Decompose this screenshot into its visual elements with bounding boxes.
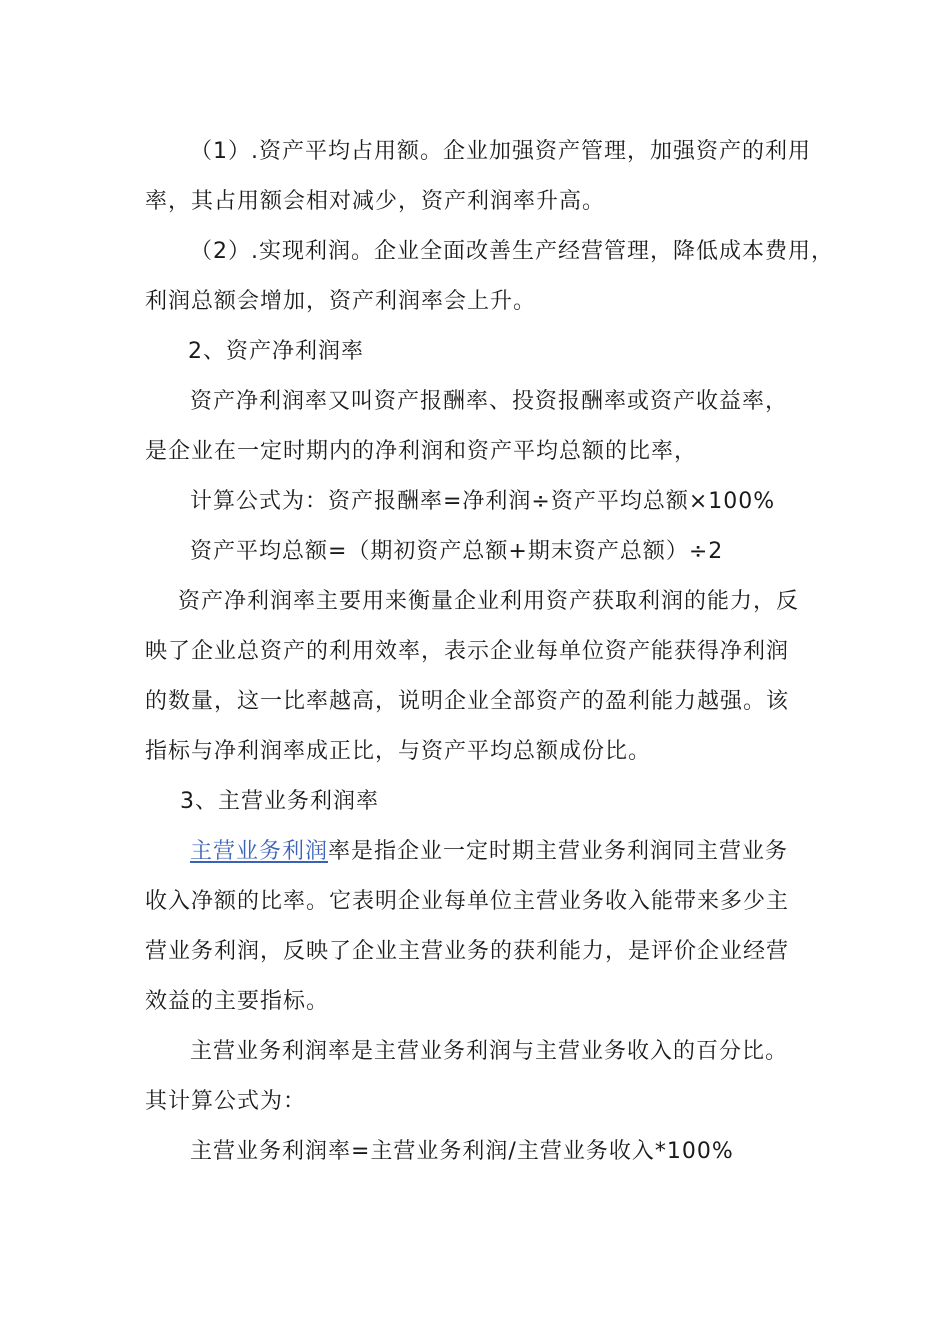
paragraph-4-line-4: 指标与净利润率成正比，与资产平均总额成份比。: [145, 739, 652, 764]
paragraph-3-line-2: 是企业在一定时期内的净利润和资产平均总额的比率，: [145, 439, 698, 464]
paragraph-5-line-1-text: 率是指企业一定时期主营业务利润同主营业务: [328, 839, 789, 864]
paragraph-6-line-2: 其计算公式为：: [145, 1089, 307, 1114]
paragraph-5-line-1: [190, 837, 788, 867]
paragraph-2-line-2: 利润总额会增加，资产利润率会上升。: [145, 289, 537, 314]
paragraph-5-line-4: 效益的主要指标。: [145, 989, 330, 1014]
paragraph-4-line-3: 的数量，这一比率越高，说明企业全部资产的盈利能力越强。该: [145, 689, 790, 714]
formula-main-business-margin: 主营业务利润率=主营业务利润/主营业务收入*100%: [190, 1139, 734, 1164]
paragraph-6-line-1: 主营业务利润率是主营业务利润与主营业务收入的百分比。: [190, 1039, 789, 1064]
main-business-profit-link[interactable]: 主营业务利润: [190, 839, 329, 864]
section-heading-2: 2、资产净利润率: [188, 339, 364, 364]
formula-average-assets: 资产平均总额=（期初资产总额+期末资产总额）÷2: [190, 539, 724, 564]
paragraph-5-line-3: 营业务利润，反映了企业主营业务的获利能力，是评价企业经营: [145, 939, 790, 964]
paragraph-5-line-2: 收入净额的比率。它表明企业每单位主营业务收入能带来多少主: [145, 889, 790, 914]
paragraph-3-line-1: 资产净利润率又叫资产报酬率、投资报酬率或资产收益率，: [190, 389, 789, 414]
section-heading-3: 3、主营业务利润率: [180, 789, 379, 814]
formula-asset-return: 计算公式为：资产报酬率=净利润÷资产平均总额×100%: [190, 489, 776, 514]
paragraph-2-line-1: （2）.实现利润。企业全面改善生产经营管理，降低成本费用，: [190, 239, 834, 264]
paragraph-1-line-2: 率，其占用额会相对减少，资产利润率升高。: [145, 189, 606, 214]
paragraph-1-line-1: （1）.资产平均占用额。企业加强资产管理，加强资产的利用: [190, 139, 811, 164]
paragraph-4-line-1: 资产净利润率主要用来衡量企业利用资产获取利润的能力，反: [178, 589, 800, 614]
paragraph-4-line-2: 映了企业总资产的利用效率，表示企业每单位资产能获得净利润: [145, 639, 790, 664]
